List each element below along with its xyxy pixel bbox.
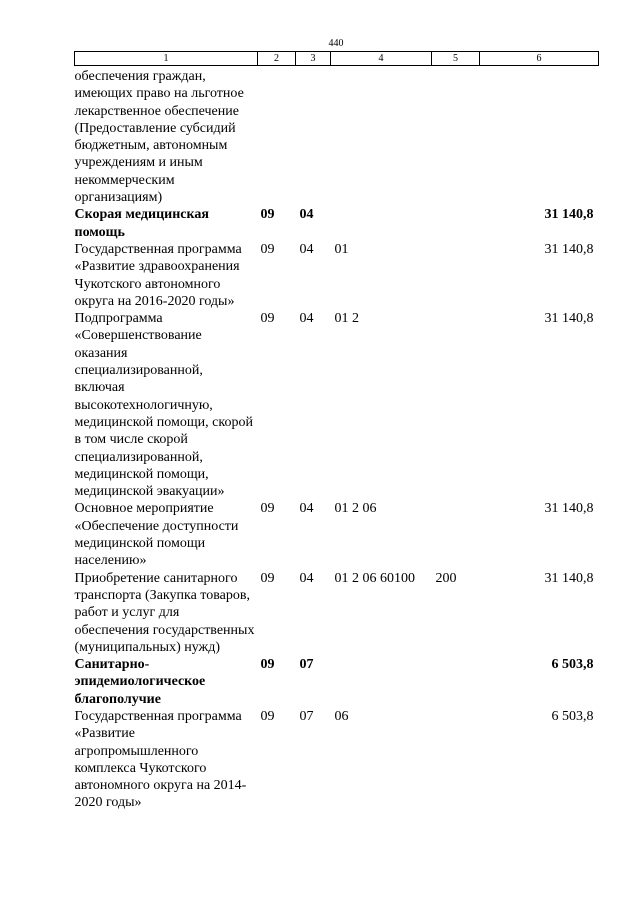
table-row: [75, 500, 599, 569]
column-number-row: [75, 52, 599, 66]
budget-table: [74, 51, 599, 812]
row-name: Скорая медицинская помощь: [74, 207, 209, 240]
row-section: 09: [260, 241, 275, 257]
row-section: 09: [260, 207, 275, 223]
row-amount: 6 503,8: [551, 657, 594, 673]
row-subsection: 04: [299, 570, 314, 586]
row-name: Основное мероприятие «Обеспечение доступности медицинской помощи населению»: [74, 501, 239, 569]
row-target-code: 06: [334, 708, 349, 724]
row-amount: 31 140,8: [544, 241, 594, 257]
row-section: 09: [260, 657, 275, 673]
row-target-code: [331, 206, 432, 241]
row-section: 09: [260, 311, 275, 327]
row-name: Приобретение санитарного транспорта (Закупка товаров, работ и услуг для обеспечения государственных (муниципальных) нужд): [74, 570, 255, 655]
row-name: Государственная программа «Развитие агропромышленного комплекса Чукотского автономного округа на 2014-2020 годы»: [74, 708, 247, 811]
row-expense-type: [432, 708, 480, 812]
row-expense-type: [432, 656, 480, 708]
table-row: [75, 206, 599, 241]
row-amount: 31 140,8: [544, 501, 594, 517]
row-subsection: 07: [299, 657, 314, 673]
row-name: Подпрограмма «Совершенствование оказания специализированной, включая высокотехнологичную, медицинской помощи, скорой в том числе скорой специализированной, медицинской помощи, медицинской эвакуации»: [74, 311, 253, 500]
table-row: [75, 310, 599, 500]
table-row: [75, 708, 599, 812]
row-expense-type: [432, 310, 480, 500]
row-target-code: 01 2: [334, 311, 359, 327]
row-name: обеспечения граждан, имеющих право на льготное лекарственное обеспечение (Предоставление субсидий бюджетным, автономным учреждениям и иным некоммерческим организациям): [74, 69, 244, 206]
column-header-5: 5: [432, 52, 480, 66]
row-target-code: 01: [334, 241, 349, 257]
row-amount: 31 140,8: [544, 311, 594, 327]
row-name: Санитарно-эпидемиологическое благополучие: [74, 657, 206, 707]
table-row: [75, 241, 599, 310]
table-row: [75, 570, 599, 656]
row-subsection: 04: [299, 311, 314, 327]
row-amount: 6 503,8: [551, 708, 594, 724]
row-section: 09: [260, 708, 275, 724]
row-amount: 31 140,8: [544, 570, 594, 586]
row-subsection: 04: [299, 501, 314, 517]
row-section: [258, 66, 296, 207]
row-subsection: 07: [299, 708, 314, 724]
column-header-1: 1: [75, 52, 258, 66]
row-subsection: 04: [299, 207, 314, 223]
row-target-code: [331, 66, 432, 207]
table-row: [75, 66, 599, 207]
row-target-code: 01 2 06 60100: [334, 570, 415, 586]
row-section: 09: [260, 501, 275, 517]
row-subsection: [296, 66, 331, 207]
page-number: 440: [328, 38, 344, 49]
column-header-6: 6: [480, 52, 599, 66]
column-header-2: 2: [258, 52, 296, 66]
row-section: 09: [260, 570, 275, 586]
column-header-4: 4: [331, 52, 432, 66]
row-expense-type: 200: [435, 570, 457, 586]
row-amount: 31 140,8: [544, 207, 594, 223]
table-row: [75, 656, 599, 708]
row-expense-type: [432, 241, 480, 310]
row-target-code: 01 2 06: [334, 501, 377, 517]
row-expense-type: [432, 500, 480, 569]
row-expense-type: [432, 206, 480, 241]
row-subsection: 04: [299, 241, 314, 257]
row-expense-type: [432, 66, 480, 207]
row-name: Государственная программа «Развитие здравоохранения Чукотского автономного округа на 2016-2020 годы»: [74, 241, 242, 309]
row-target-code: [331, 656, 432, 708]
row-amount: [480, 66, 599, 207]
column-header-3: 3: [296, 52, 331, 66]
